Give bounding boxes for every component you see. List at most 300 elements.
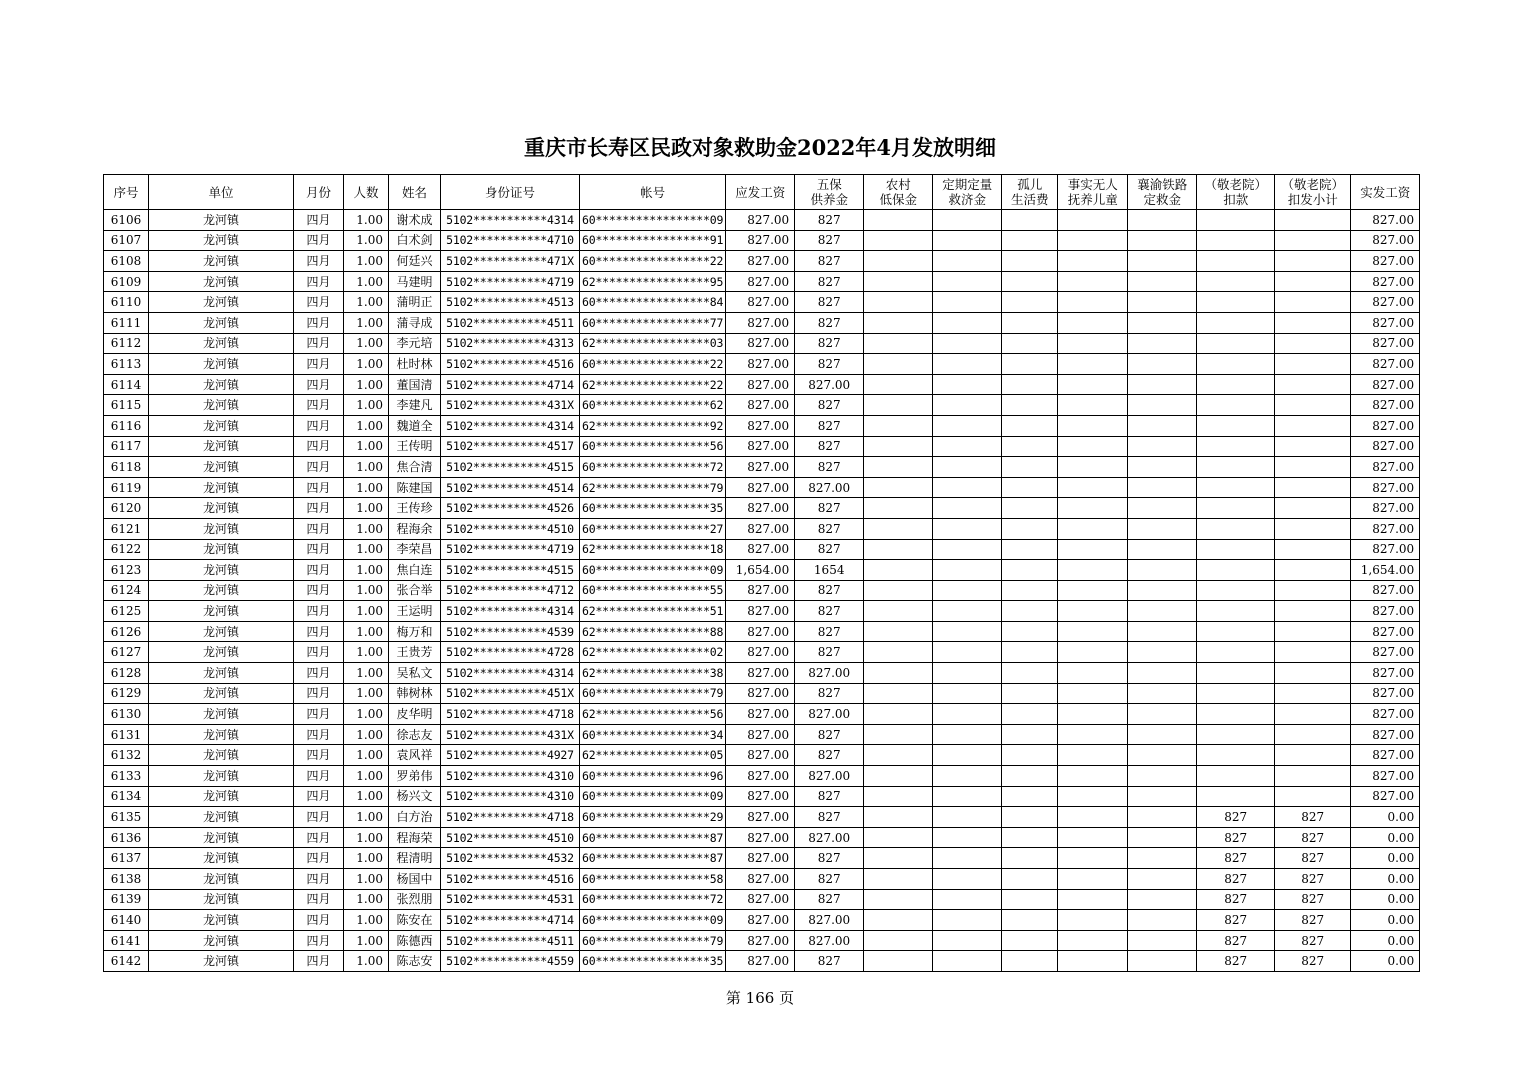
cell-dibao <box>864 477 933 498</box>
cell-name: 杜时林 <box>389 354 441 375</box>
cell-wubao: 827 <box>795 354 864 375</box>
cell-railway <box>1128 312 1197 333</box>
cell-dingqi <box>933 560 1002 581</box>
cell-id: 5102***********4510 <box>441 827 580 848</box>
cell-month: 四月 <box>294 745 344 766</box>
cell-actual: 0.00 <box>1351 807 1420 828</box>
cell-unit: 龙河镇 <box>149 621 294 642</box>
column-header-text: 帐号 <box>640 184 666 200</box>
table-row <box>104 436 1420 457</box>
cell-orphan <box>1002 704 1058 725</box>
cell-deduct: 827 <box>1197 930 1275 951</box>
column-header-text: 五保 <box>816 177 842 192</box>
cell-orphan <box>1002 786 1058 807</box>
cell-account: 62*****************92 <box>580 415 726 436</box>
cell-seq: 6132 <box>104 745 149 766</box>
cell-dibao <box>864 354 933 375</box>
cell-subtotal <box>1275 354 1351 375</box>
cell-unit: 龙河镇 <box>149 930 294 951</box>
cell-seq: 6130 <box>104 704 149 725</box>
table-row <box>104 848 1420 869</box>
cell-wubao: 827 <box>795 951 864 972</box>
cell-dingqi <box>933 786 1002 807</box>
cell-orphan <box>1002 745 1058 766</box>
cell-id: 5102***********4532 <box>441 848 580 869</box>
cell-payable: 827.00 <box>726 704 795 725</box>
cell-orphan <box>1002 457 1058 478</box>
table-row <box>104 312 1420 333</box>
cell-account: 60*****************35 <box>580 498 726 519</box>
cell-actual: 827.00 <box>1351 457 1420 478</box>
cell-name: 陈建国 <box>389 477 441 498</box>
cell-deduct <box>1197 251 1275 272</box>
cell-subtotal <box>1275 312 1351 333</box>
cell-id: 5102***********4517 <box>441 436 580 457</box>
cell-month: 四月 <box>294 354 344 375</box>
column-header-month <box>294 175 344 210</box>
cell-dibao <box>864 951 933 972</box>
cell-payable: 827.00 <box>726 539 795 560</box>
cell-persons: 1.00 <box>344 601 389 622</box>
table-row <box>104 333 1420 354</box>
table-row <box>104 271 1420 292</box>
cell-persons: 1.00 <box>344 910 389 931</box>
cell-name: 袁风祥 <box>389 745 441 766</box>
cell-id: 5102***********4516 <box>441 354 580 375</box>
column-header-text: 月份 <box>305 184 331 200</box>
column-header-deduct <box>1197 175 1275 210</box>
cell-seq: 6125 <box>104 601 149 622</box>
cell-id: 5102***********4313 <box>441 333 580 354</box>
cell-dibao <box>864 724 933 745</box>
cell-persons: 1.00 <box>344 312 389 333</box>
table-row <box>104 457 1420 478</box>
cell-account: 62*****************18 <box>580 539 726 560</box>
cell-account: 60*****************72 <box>580 457 726 478</box>
cell-payable: 827.00 <box>726 683 795 704</box>
cell-unit: 龙河镇 <box>149 395 294 416</box>
cell-actual: 0.00 <box>1351 910 1420 931</box>
cell-account: 60*****************91 <box>580 230 726 251</box>
cell-seq: 6141 <box>104 930 149 951</box>
cell-dibao <box>864 663 933 684</box>
table-row <box>104 827 1420 848</box>
cell-orphan <box>1002 518 1058 539</box>
cell-name: 陈志安 <box>389 951 441 972</box>
cell-railway <box>1128 601 1197 622</box>
cell-actual: 827.00 <box>1351 766 1420 787</box>
cell-name: 王贵芳 <box>389 642 441 663</box>
cell-unattended <box>1058 704 1128 725</box>
cell-wubao: 827.00 <box>795 766 864 787</box>
cell-subtotal <box>1275 580 1351 601</box>
cell-payable: 827.00 <box>726 786 795 807</box>
cell-account: 60*****************79 <box>580 930 726 951</box>
cell-unattended <box>1058 766 1128 787</box>
cell-dibao <box>864 518 933 539</box>
cell-railway <box>1128 889 1197 910</box>
cell-wubao: 827 <box>795 889 864 910</box>
cell-account: 62*****************79 <box>580 477 726 498</box>
cell-id: 5102***********4314 <box>441 663 580 684</box>
cell-railway <box>1128 683 1197 704</box>
cell-orphan <box>1002 683 1058 704</box>
table-row <box>104 251 1420 272</box>
cell-wubao: 827 <box>795 518 864 539</box>
table-row <box>104 580 1420 601</box>
cell-persons: 1.00 <box>344 704 389 725</box>
cell-payable: 827.00 <box>726 951 795 972</box>
cell-orphan <box>1002 766 1058 787</box>
cell-unit: 龙河镇 <box>149 786 294 807</box>
cell-persons: 1.00 <box>344 827 389 848</box>
cell-railway <box>1128 415 1197 436</box>
cell-seq: 6140 <box>104 910 149 931</box>
cell-dibao <box>864 889 933 910</box>
cell-dibao <box>864 271 933 292</box>
cell-subtotal <box>1275 786 1351 807</box>
cell-deduct <box>1197 436 1275 457</box>
cell-wubao: 827.00 <box>795 704 864 725</box>
cell-orphan <box>1002 621 1058 642</box>
cell-account: 60*****************84 <box>580 292 726 313</box>
cell-id: 5102***********451X <box>441 683 580 704</box>
cell-dingqi <box>933 745 1002 766</box>
cell-id: 5102***********4718 <box>441 807 580 828</box>
column-header-wubao <box>795 175 864 210</box>
cell-account: 60*****************79 <box>580 683 726 704</box>
cell-subtotal <box>1275 663 1351 684</box>
cell-railway <box>1128 766 1197 787</box>
cell-railway <box>1128 848 1197 869</box>
cell-orphan <box>1002 374 1058 395</box>
cell-seq: 6127 <box>104 642 149 663</box>
cell-dingqi <box>933 910 1002 931</box>
cell-name: 马建明 <box>389 271 441 292</box>
cell-month: 四月 <box>294 560 344 581</box>
cell-month: 四月 <box>294 642 344 663</box>
cell-unattended <box>1058 889 1128 910</box>
cell-railway <box>1128 539 1197 560</box>
cell-orphan <box>1002 930 1058 951</box>
cell-unit: 龙河镇 <box>149 230 294 251</box>
cell-unattended <box>1058 869 1128 890</box>
cell-account: 60*****************58 <box>580 869 726 890</box>
cell-persons: 1.00 <box>344 724 389 745</box>
cell-id: 5102***********431X <box>441 395 580 416</box>
cell-orphan <box>1002 354 1058 375</box>
cell-payable: 827.00 <box>726 518 795 539</box>
column-header-text: 低保金 <box>879 192 917 207</box>
cell-persons: 1.00 <box>344 766 389 787</box>
cell-payable: 827.00 <box>726 312 795 333</box>
cell-account: 60*****************96 <box>580 766 726 787</box>
cell-unit: 龙河镇 <box>149 312 294 333</box>
cell-unattended <box>1058 457 1128 478</box>
cell-orphan <box>1002 210 1058 231</box>
column-header-subtotal <box>1275 175 1351 210</box>
cell-account: 60*****************09 <box>580 910 726 931</box>
cell-account: 60*****************72 <box>580 889 726 910</box>
cell-name: 陈德西 <box>389 930 441 951</box>
table-row <box>104 477 1420 498</box>
cell-wubao: 827 <box>795 292 864 313</box>
cell-orphan <box>1002 271 1058 292</box>
cell-deduct: 827 <box>1197 827 1275 848</box>
cell-wubao: 827 <box>795 869 864 890</box>
cell-payable: 827.00 <box>726 827 795 848</box>
cell-dibao <box>864 230 933 251</box>
cell-railway <box>1128 251 1197 272</box>
column-header-text: 农村 <box>885 177 911 192</box>
cell-persons: 1.00 <box>344 683 389 704</box>
cell-dingqi <box>933 621 1002 642</box>
cell-railway <box>1128 230 1197 251</box>
cell-deduct <box>1197 683 1275 704</box>
table-row <box>104 704 1420 725</box>
cell-id: 5102***********4718 <box>441 704 580 725</box>
cell-seq: 6109 <box>104 271 149 292</box>
cell-payable: 1,654.00 <box>726 560 795 581</box>
cell-wubao: 827 <box>795 745 864 766</box>
cell-dibao <box>864 621 933 642</box>
cell-subtotal <box>1275 704 1351 725</box>
cell-name: 罗弟伟 <box>389 766 441 787</box>
cell-payable: 827.00 <box>726 436 795 457</box>
cell-railway <box>1128 910 1197 931</box>
cell-deduct <box>1197 415 1275 436</box>
cell-orphan <box>1002 848 1058 869</box>
cell-railway <box>1128 869 1197 890</box>
cell-actual: 827.00 <box>1351 498 1420 519</box>
cell-dibao <box>864 807 933 828</box>
cell-payable: 827.00 <box>726 292 795 313</box>
cell-railway <box>1128 580 1197 601</box>
cell-dingqi <box>933 663 1002 684</box>
cell-payable: 827.00 <box>726 374 795 395</box>
cell-dingqi <box>933 951 1002 972</box>
cell-subtotal: 827 <box>1275 807 1351 828</box>
cell-deduct <box>1197 704 1275 725</box>
cell-railway <box>1128 333 1197 354</box>
cell-dibao <box>864 766 933 787</box>
cell-seq: 6138 <box>104 869 149 890</box>
column-header-text: 人数 <box>353 184 379 200</box>
cell-unit: 龙河镇 <box>149 601 294 622</box>
cell-payable: 827.00 <box>726 642 795 663</box>
cell-dibao <box>864 930 933 951</box>
cell-unit: 龙河镇 <box>149 910 294 931</box>
cell-account: 62*****************38 <box>580 663 726 684</box>
cell-seq: 6142 <box>104 951 149 972</box>
cell-month: 四月 <box>294 230 344 251</box>
cell-name: 谢术成 <box>389 210 441 231</box>
cell-seq: 6128 <box>104 663 149 684</box>
column-header-dingqi <box>933 175 1002 210</box>
cell-id: 5102***********431X <box>441 724 580 745</box>
cell-name: 梅万和 <box>389 621 441 642</box>
cell-unattended <box>1058 518 1128 539</box>
cell-unit: 龙河镇 <box>149 333 294 354</box>
column-header-name <box>389 175 441 210</box>
cell-name: 皮华明 <box>389 704 441 725</box>
column-header-text: 应发工资 <box>735 184 786 200</box>
cell-subtotal: 827 <box>1275 869 1351 890</box>
table-row <box>104 621 1420 642</box>
cell-deduct <box>1197 374 1275 395</box>
cell-payable: 827.00 <box>726 251 795 272</box>
cell-dingqi <box>933 848 1002 869</box>
cell-unit: 龙河镇 <box>149 827 294 848</box>
cell-orphan <box>1002 230 1058 251</box>
cell-id: 5102***********4719 <box>441 271 580 292</box>
cell-orphan <box>1002 724 1058 745</box>
cell-unit: 龙河镇 <box>149 869 294 890</box>
table-row <box>104 683 1420 704</box>
cell-seq: 6107 <box>104 230 149 251</box>
cell-dingqi <box>933 766 1002 787</box>
column-header-railway <box>1128 175 1197 210</box>
cell-account: 60*****************29 <box>580 807 726 828</box>
column-header-text: 身份证号 <box>484 184 535 200</box>
table-row <box>104 354 1420 375</box>
cell-month: 四月 <box>294 312 344 333</box>
cell-railway <box>1128 518 1197 539</box>
cell-id: 5102***********4314 <box>441 415 580 436</box>
cell-railway <box>1128 560 1197 581</box>
cell-seq: 6118 <box>104 457 149 478</box>
cell-unattended <box>1058 333 1128 354</box>
cell-month: 四月 <box>294 724 344 745</box>
cell-deduct <box>1197 518 1275 539</box>
cell-wubao: 827 <box>795 498 864 519</box>
cell-railway <box>1128 724 1197 745</box>
cell-wubao: 827.00 <box>795 477 864 498</box>
cell-unit: 龙河镇 <box>149 457 294 478</box>
table-row <box>104 292 1420 313</box>
cell-dibao <box>864 436 933 457</box>
cell-month: 四月 <box>294 518 344 539</box>
cell-unattended <box>1058 560 1128 581</box>
cell-seq: 6139 <box>104 889 149 910</box>
cell-subtotal <box>1275 333 1351 354</box>
cell-railway <box>1128 457 1197 478</box>
cell-unattended <box>1058 745 1128 766</box>
table-row <box>104 910 1420 931</box>
cell-seq: 6134 <box>104 786 149 807</box>
table-row <box>104 518 1420 539</box>
cell-railway <box>1128 786 1197 807</box>
table-row <box>104 415 1420 436</box>
cell-dibao <box>864 869 933 890</box>
cell-deduct <box>1197 580 1275 601</box>
cell-id: 5102***********4719 <box>441 539 580 560</box>
cell-seq: 6120 <box>104 498 149 519</box>
cell-account: 60*****************34 <box>580 724 726 745</box>
table-row <box>104 560 1420 581</box>
cell-seq: 6112 <box>104 333 149 354</box>
cell-seq: 6113 <box>104 354 149 375</box>
cell-orphan <box>1002 663 1058 684</box>
cell-dibao <box>864 745 933 766</box>
cell-month: 四月 <box>294 683 344 704</box>
cell-orphan <box>1002 251 1058 272</box>
cell-persons: 1.00 <box>344 560 389 581</box>
cell-unattended <box>1058 498 1128 519</box>
table-row <box>104 601 1420 622</box>
cell-persons: 1.00 <box>344 374 389 395</box>
cell-month: 四月 <box>294 827 344 848</box>
cell-seq: 6119 <box>104 477 149 498</box>
cell-payable: 827.00 <box>726 271 795 292</box>
cell-persons: 1.00 <box>344 457 389 478</box>
cell-month: 四月 <box>294 498 344 519</box>
cell-dingqi <box>933 210 1002 231</box>
column-header-id <box>441 175 580 210</box>
cell-dibao <box>864 292 933 313</box>
cell-unit: 龙河镇 <box>149 292 294 313</box>
cell-name: 程清明 <box>389 848 441 869</box>
cell-wubao: 827.00 <box>795 827 864 848</box>
cell-dibao <box>864 560 933 581</box>
cell-payable: 827.00 <box>726 930 795 951</box>
cell-seq: 6121 <box>104 518 149 539</box>
cell-seq: 6137 <box>104 848 149 869</box>
cell-persons: 1.00 <box>344 230 389 251</box>
cell-unit: 龙河镇 <box>149 704 294 725</box>
cell-account: 60*****************56 <box>580 436 726 457</box>
cell-month: 四月 <box>294 415 344 436</box>
cell-name: 蒲寻成 <box>389 312 441 333</box>
cell-dingqi <box>933 395 1002 416</box>
column-header-text: 事实无人 <box>1067 177 1118 192</box>
cell-payable: 827.00 <box>726 580 795 601</box>
cell-railway <box>1128 292 1197 313</box>
cell-actual: 827.00 <box>1351 354 1420 375</box>
cell-deduct <box>1197 292 1275 313</box>
cell-actual: 827.00 <box>1351 786 1420 807</box>
column-header-unit <box>149 175 294 210</box>
table-row <box>104 807 1420 828</box>
cell-dibao <box>864 457 933 478</box>
cell-id: 5102***********4515 <box>441 560 580 581</box>
cell-persons: 1.00 <box>344 642 389 663</box>
cell-dibao <box>864 848 933 869</box>
cell-wubao: 827 <box>795 395 864 416</box>
cell-account: 62*****************56 <box>580 704 726 725</box>
cell-actual: 827.00 <box>1351 395 1420 416</box>
cell-orphan <box>1002 436 1058 457</box>
cell-seq: 6133 <box>104 766 149 787</box>
column-header-text: 姓名 <box>401 184 427 200</box>
cell-actual: 827.00 <box>1351 292 1420 313</box>
cell-month: 四月 <box>294 374 344 395</box>
cell-railway <box>1128 642 1197 663</box>
column-header-text: 序号 <box>113 184 139 200</box>
cell-name: 程海荣 <box>389 827 441 848</box>
cell-deduct <box>1197 560 1275 581</box>
cell-unattended <box>1058 663 1128 684</box>
cell-dingqi <box>933 374 1002 395</box>
cell-dibao <box>864 683 933 704</box>
cell-unattended <box>1058 354 1128 375</box>
cell-subtotal <box>1275 724 1351 745</box>
cell-actual: 0.00 <box>1351 951 1420 972</box>
cell-unit: 龙河镇 <box>149 560 294 581</box>
cell-id: 5102***********4927 <box>441 745 580 766</box>
cell-payable: 827.00 <box>726 415 795 436</box>
cell-seq: 6114 <box>104 374 149 395</box>
